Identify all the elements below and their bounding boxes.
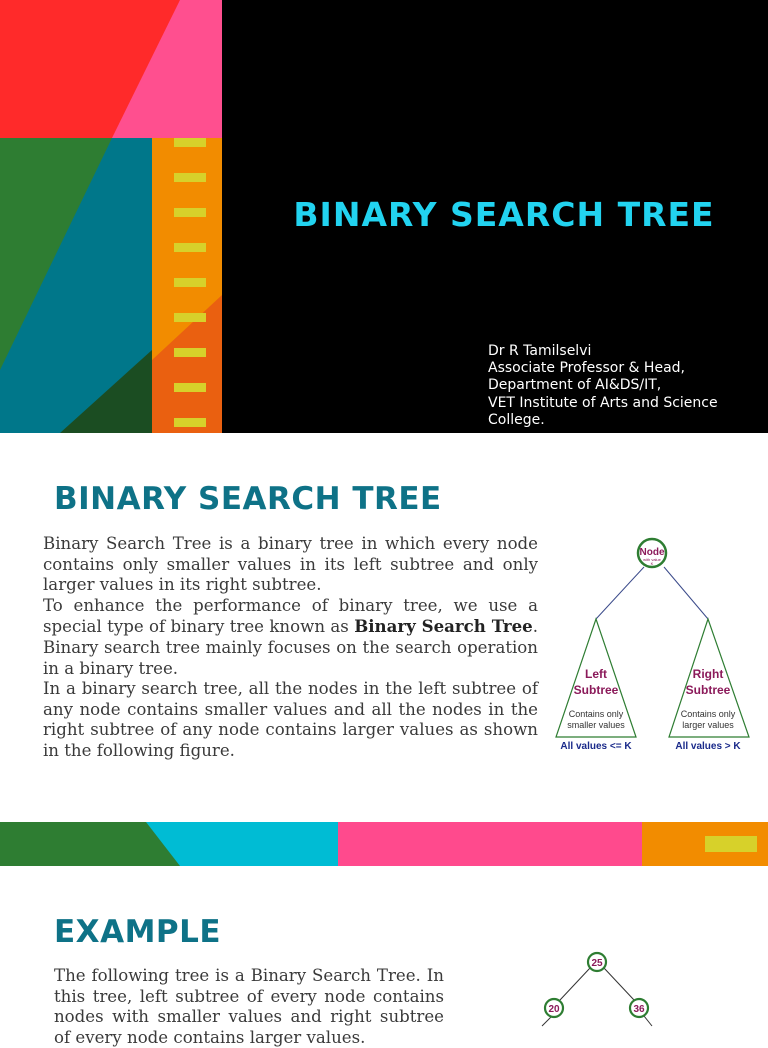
author-block — [488, 343, 718, 429]
root-node-sub: with value — [643, 557, 661, 562]
left-subtree-title: Left — [585, 667, 607, 681]
example-bst — [530, 946, 670, 1026]
right-subtree-caption: All values > K — [675, 741, 741, 752]
author-name: Dr R Tamilselvi — [488, 343, 592, 359]
right-subtree-title-2: Subtree — [685, 683, 731, 697]
definition-slide — [0, 433, 768, 822]
bst-diagram — [552, 533, 756, 757]
tree-node-20: 20 — [548, 1004, 560, 1015]
paragraph: Binary Search Tree is a binary tree in which every node contains only smaller values in its left subtree and only larger values in its right subtree. — [43, 534, 538, 595]
tree-node-25: 25 — [591, 958, 603, 969]
author-position: Associate Professor & Head, — [488, 360, 685, 377]
author-institute: VET Institute of Arts and Science — [488, 394, 718, 411]
left-subtree-desc: Contains only — [568, 709, 624, 719]
root-node-key: K — [650, 561, 654, 566]
definition-text — [43, 534, 538, 762]
right-subtree-title: Right — [692, 667, 724, 681]
geometric-decoration — [0, 0, 222, 433]
paragraph: To enhance the performance of binary tree, we use a special type of binary tree known as Binary Search Tree. Binary search tree mainly focuses on the search operation in a binary tree. — [43, 595, 538, 678]
root-node-label: Node — [639, 547, 665, 558]
example-slide — [0, 866, 768, 1047]
author-department: Department of AI&DS/IT, — [488, 377, 662, 394]
left-subtree-caption: All values <= K — [560, 741, 632, 752]
color-band-divider — [0, 822, 768, 866]
left-subtree-desc-2: smaller values — [567, 720, 625, 730]
presentation-title: BINARY SEARCH TREE — [293, 195, 715, 234]
tree-node-36: 36 — [633, 1004, 645, 1015]
right-subtree-desc-2: larger values — [682, 720, 734, 730]
slide-heading: BINARY SEARCH TREE — [54, 481, 442, 517]
paragraph: In a binary search tree, all the nodes in the left subtree of any node contains smaller values and all the nodes in the right subtree of any node contains larger values as shown in the following figure. — [43, 679, 538, 760]
emphasis-term: Binary Search Tree — [354, 616, 533, 637]
paragraph: The following tree is a Binary Search Tree. In this tree, left subtree of every node contains nodes with smaller values and right subtree of every node contains larger values. — [54, 966, 444, 1047]
right-subtree-desc: Contains only — [680, 709, 736, 719]
left-subtree-title-2: Subtree — [573, 683, 619, 697]
title-slide — [0, 0, 768, 433]
author-institute-cont: College. — [488, 411, 545, 428]
slide-heading: EXAMPLE — [54, 914, 222, 950]
example-text — [54, 966, 444, 1048]
